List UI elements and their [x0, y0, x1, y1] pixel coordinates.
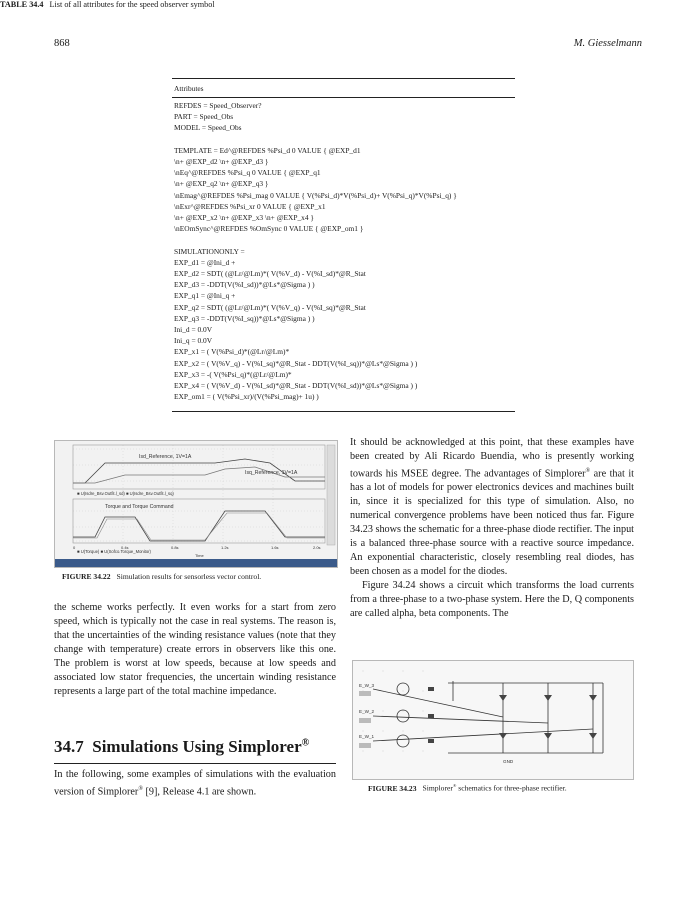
x-axis-title: Time: [195, 553, 204, 558]
left-paragraph-2-text-b: [9], Release 4.1 are shown.: [142, 786, 257, 798]
section-title-registered: ®: [301, 737, 310, 749]
table-line: EXP_q2 = SDT( (@Lr/@Lm)*( V(%V_q) - V(%I_sq)*@R_Stat: [174, 302, 366, 312]
figure-34-22-plot: [54, 440, 338, 568]
source-label-w2: E_W_2: [359, 709, 375, 714]
simulation-plot: [55, 441, 337, 567]
figure-34-23-caption-post: schematics for three-phase rectifier.: [456, 783, 567, 793]
right-paragraph-1-text-a: It should be acknowledged at this point, that these examples have been created by Ali Ricardo Buendia, who is presently working towards his MSEE degree. The advantages of Simplorer: [350, 437, 634, 480]
left-paragraph-1-text: the scheme works perfectly. It even works for a start from zero speed, which is typically not the case in real systems. The reason is, that the uncertainties of the winding resistance values (note that they change with temperature) create errors in observers like this one. The problem is worst at low speeds, because at low speeds and associated low stator frequencies, the uncertain winding resistance represents a large part of the total machine impedance.: [54, 602, 336, 697]
figure-34-22-caption-text: Simulation results for sensorless vector control.: [116, 572, 262, 581]
registered-mark: ®: [138, 786, 143, 792]
table-line: EXP_x4 = ( V(%V_d) - V(%I_sd)*@R_Stat - DDT(V(%I_sd))*@Ls*@Sigma ) ): [174, 381, 418, 390]
section-heading: [54, 737, 309, 757]
table-caption: [0, 0, 696, 9]
x-tick: 1.6s: [271, 545, 279, 550]
table-line: TEMPLATE = Ed^@REFDES %Psi_d 0 VALUE { @EXP_d1: [174, 145, 361, 155]
table-line: PART = Speed_Obs: [174, 112, 234, 122]
table-line: MODEL = Speed_Obs: [174, 123, 242, 133]
table-line: EXP_d2 = SDT( (@Lr/@Lm)*( V(%V_d) - V(%I_sd)*@R_Stat: [174, 269, 366, 278]
section-title: Simulations Using Simplorer: [92, 737, 302, 756]
figure-34-23-schematic: [352, 660, 634, 780]
x-tick: 0: [73, 545, 76, 550]
figure-34-22-label: FIGURE 34.22: [62, 572, 111, 581]
table-line: EXP_d3 = -DDT(V(%I_sd))*@Ls*@Sigma ) ): [174, 280, 315, 290]
table-line: EXP_q3 = -DDT(V(%I_sq))*@Ls*@Sigma ) ): [174, 313, 315, 323]
table-header-rule: [172, 97, 515, 98]
table-line: \nEmag^@REFDES %Psi_mag 0 VALUE { V(%Psi_d)*V(%Psi_d)+ V(%Psi_q)*V(%Psi_q) }: [174, 190, 457, 200]
plot-scrollbar: [327, 445, 335, 545]
table-line: EXP_q1 = @Ini_q +: [174, 291, 236, 301]
source-label-w3: E_W_3: [359, 683, 375, 688]
table-line: \n+ @EXP_x2 \n+ @EXP_x3 \n+ @EXP_x4 }: [174, 213, 314, 222]
table-line: REFDES = Speed_Observer?: [174, 101, 262, 110]
right-paragraph-1: [350, 436, 634, 621]
table-top-rule: [172, 78, 515, 79]
left-paragraph-1: [54, 601, 336, 699]
source-label-w1: E_W_1: [359, 734, 375, 739]
registered-mark: ®: [585, 468, 591, 474]
section-number: 34.7: [54, 737, 84, 756]
isq-reference-label: Isq_Reference, 1V=1A: [245, 470, 298, 476]
table-column-header: Attributes: [174, 84, 204, 93]
top-plot-legend: ■ U(Isdre_Bsv.Outfit.l_sd) ■ U(Isdre_Bsv.Outfit.l_sq): [77, 491, 174, 496]
ground-label: GND: [503, 759, 514, 764]
left-paragraph-2: [54, 768, 336, 799]
table-line: \n+ @EXP_q2 \n+ @EXP_q3 }: [174, 179, 269, 189]
right-paragraph-1-text-b: are that it has a lot of models for power electronics devices and machines built in, since it is specialized for this type of simulation. Also, no numerical convergence problems have been noticed thus far. Figure 34.23 shows the schematic for a three-phase diode rectifier. The input is a balanced three-phase source with a reactive source impedance. An exponential characteristic, closely resembling real diodes, has been chosen as a model for the diodes.: [350, 468, 634, 578]
figure-34-22-caption: [62, 572, 261, 581]
table-label: TABLE 34.4: [0, 0, 44, 9]
x-tick: 2.0s: [313, 545, 321, 550]
table-line: EXP_om1 = ( V(%Psi_xr)/(V(%Psi_mag)+ 1u) ): [174, 392, 319, 402]
x-tick: 0.4s: [121, 545, 129, 550]
table-line: SIMULATIONONLY =: [174, 246, 245, 256]
bottom-plot-legend: ■ U(Torque) ■ U(Sofco.Torque_Monitor): [77, 549, 151, 554]
table-line: Ini_d = 0.0V: [174, 325, 213, 334]
left-paragraph-2-text-a: In the following, some examples of simulations with the evaluation version of Simplorer: [54, 769, 336, 798]
table-line: \nEq^@REFDES %Psi_q 0 VALUE { @EXP_q1: [174, 168, 321, 178]
x-tick: 0.8s: [171, 545, 179, 550]
figure-34-23-label: FIGURE 34.23: [368, 783, 417, 793]
table-line: EXP_d1 = @Ini_d +: [174, 257, 236, 267]
right-paragraph-2: Figure 34.24 shows a circuit which transforms the load currents from a three-phase to a two-phase system. Here the D, Q components are called alpha, beta components. The: [350, 580, 634, 620]
table-line: \nExr^@REFDES %Psi_xr 0 VALUE { @EXP_x1: [174, 201, 326, 211]
isd-reference-label: Isd_Reference, 1V=1A: [139, 454, 192, 460]
torque-plot-label: Torque and Torque Command: [105, 504, 174, 510]
table-line: \n+ @EXP_d2 \n+ @EXP_d3 }: [174, 157, 269, 166]
registered-mark: ®: [452, 783, 457, 788]
table-bottom-rule: [172, 411, 515, 412]
figure-34-23-caption: [368, 783, 567, 793]
table-line: Ini_q = 0.0V: [174, 336, 213, 346]
table-line: \nEOmSync^@REFDES %OmSync 0 VALUE { @EXP_om1 }: [174, 224, 364, 234]
x-tick: 1.2s: [221, 545, 229, 550]
table-line: EXP_x1 = ( V(%Psi_d)*(@Lr/@Lm)*: [174, 347, 290, 357]
table-caption-text: List of all attributes for the speed observer symbol: [49, 0, 215, 9]
figure-34-23-caption-pre: Simplorer: [422, 783, 453, 793]
page-number: 868: [54, 38, 70, 49]
running-author: M. Giesselmann: [573, 38, 642, 49]
rectifier-schematic: [353, 661, 633, 779]
plot-statusbar: [55, 559, 337, 567]
table-line: EXP_x2 = ( V(%V_q) - V(%I_sq)*@R_Stat - DDT(V(%I_sq))*@Ls*@Sigma ) ): [174, 358, 418, 368]
table-line: EXP_x3 = -( V(%Psi_q)*(@Lr/@Lm)*: [174, 369, 292, 379]
section-rule: [54, 763, 336, 764]
